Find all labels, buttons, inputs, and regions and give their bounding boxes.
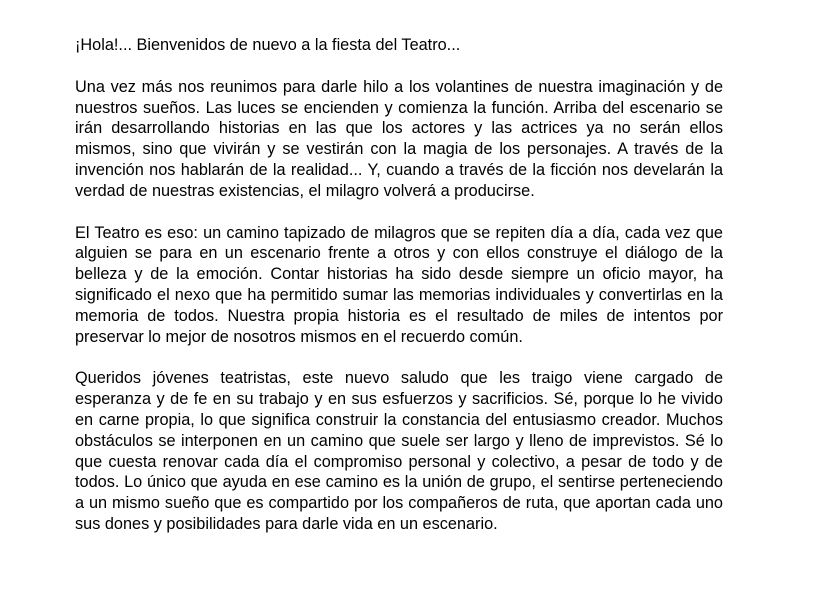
paragraph-young-artists: Queridos jóvenes teatristas, este nuevo saludo que les traigo viene cargado de esperanza y de fe en su trabajo y en sus esfuerzos y sacrificios. Sé, porque lo he vivido en carne propia, lo que significa construir la constancia del entusiasmo creador. Muchos obstáculos se interponen en un camino que suele ser largo y lleno de imprevistos. Sé lo que cuesta renovar cada día el compromiso personal y colectivo, a pesar de todo y de todos. Lo único que ayuda en ese camino es la unión de grupo, el sentirse perteneciendo a un mismo sueño que es compartido por los compañeros de ruta, que aportan cada uno sus dones y posibilidades para darle vida en un escenario. [75,369,723,533]
document-page [75,35,723,556]
paragraph-intro: Una vez más nos reunimos para darle hilo a los volantines de nuestra imaginación y de nuestros sueños. Las luces se encienden y comienza la función. Arriba del escenario se irán desarrollando historias en las que los actores y las actrices ya no serán ellos mismos, sino que vivirán y se vestirán con la magia de los personajes. A través de la invención nos hablarán de la realidad... Y, cuando a través de la ficción nos develarán la verdad de nuestras existencias, el milagro volverá a producirse. [75,77,723,200]
greeting-line: ¡Hola!... Bienvenidos de nuevo a la fiesta del Teatro... [75,36,461,54]
paragraph-theatre: El Teatro es eso: un camino tapizado de milagros que se repiten día a día, cada vez que alguien se para en un escenario frente a otros y con ellos construye el diálogo de la belleza y de la emoción. Contar historias ha sido desde siempre un oficio mayor, ha significado el nexo que ha permitido sumar las memorias individuales y convertirlas en la memoria de todos. Nuestra propia historia es el resultado de miles de intentos por preservar lo mejor de nosotros mismos en el recuerdo común. [75,223,723,346]
